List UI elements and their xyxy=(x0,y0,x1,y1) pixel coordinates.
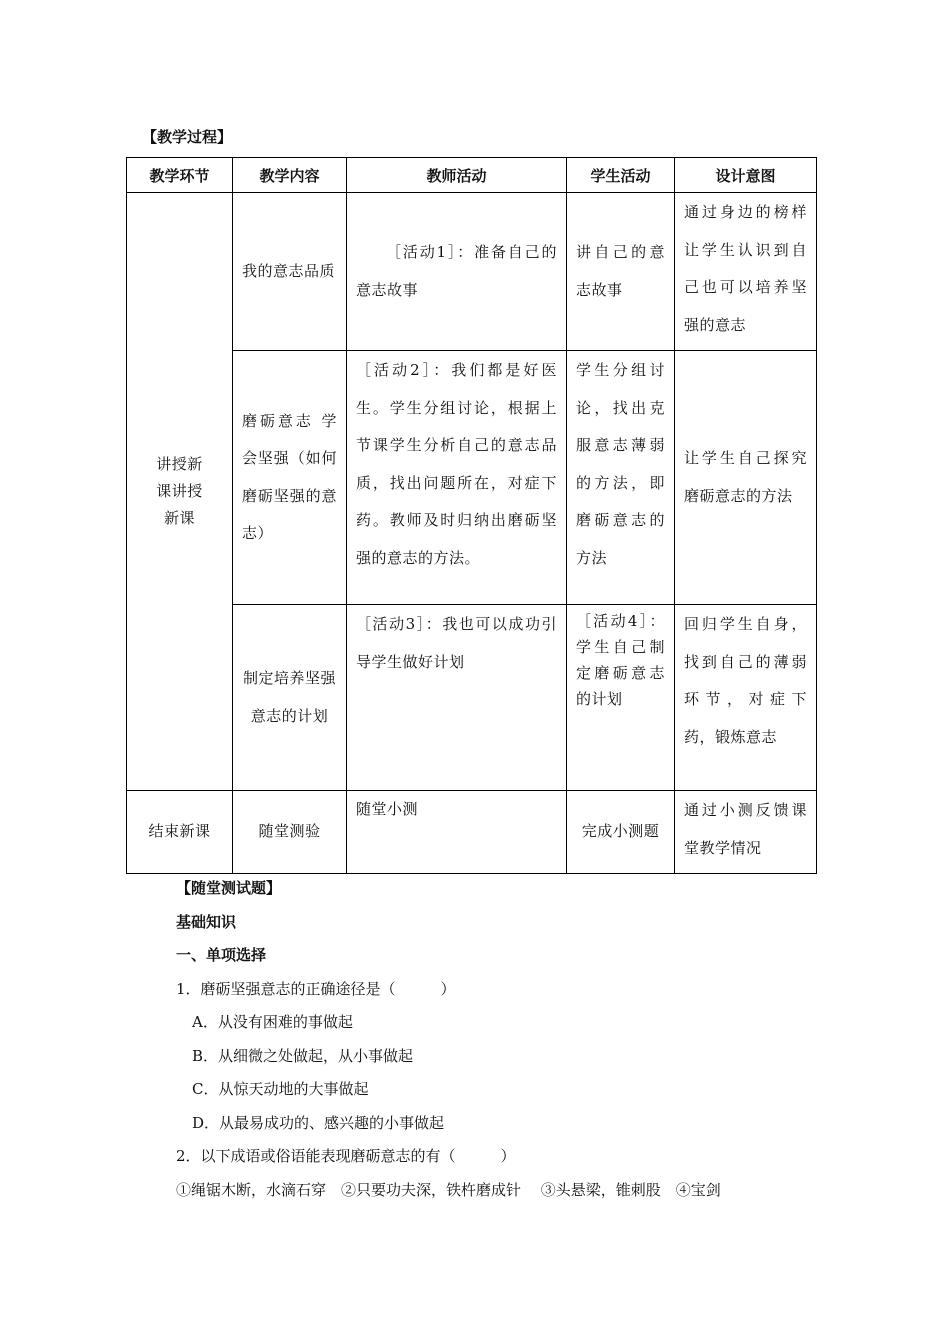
table-row xyxy=(127,193,817,351)
row3-intent xyxy=(675,605,817,791)
row1-content xyxy=(233,193,347,351)
row3-teacher xyxy=(347,605,567,791)
row3-content-text: 制定培养坚强意志的计划 xyxy=(242,669,336,725)
row2-content-text: 磨砺意志 学会坚强（如何磨砺坚强的意志） xyxy=(242,411,337,542)
row1-student-text: 讲自己的意志故事 xyxy=(576,243,665,299)
row1-intent-text: 通过身边的榜样让学生认识到自己也可以培养坚强的意志 xyxy=(684,203,807,334)
part-title: 一、单项选择 xyxy=(176,946,267,964)
row2-student xyxy=(567,351,675,605)
row1-intent xyxy=(675,193,817,351)
row3-student xyxy=(567,605,675,791)
row2-student-text: 学生分组讨论，找出克服意志薄弱的方法，即磨砺意志的方法 xyxy=(576,361,665,567)
section-end-lesson-text: 结束新课 xyxy=(148,822,211,841)
row1-teacher xyxy=(347,193,567,351)
row3-intent-text: 回归学生自身，找到自己的薄弱环节，对症下药，锻炼意志 xyxy=(684,615,807,746)
header-student-activity: 学生活动 xyxy=(567,158,675,193)
row2-intent-text: 让学生自己探究磨砺意志的方法 xyxy=(684,449,807,505)
question-1-stem: 1．磨砺坚强意志的正确途径是（ ） xyxy=(176,979,456,998)
end-content-text: 随堂测验 xyxy=(258,822,321,841)
end-student xyxy=(567,791,675,874)
section-new-lesson-text: 讲授新课讲授新课 xyxy=(156,455,203,527)
section-end-lesson xyxy=(127,791,233,874)
table-header-row xyxy=(127,158,817,193)
teaching-process-table xyxy=(126,157,817,874)
header-teacher-activity: 教师活动 xyxy=(347,158,567,193)
q1-option-c: C．从惊天动地的大事做起 xyxy=(192,1080,369,1098)
q1-option-b: B．从细微之处做起，从小事做起 xyxy=(192,1046,414,1065)
row1-student xyxy=(567,193,675,351)
process-heading: 【教学过程】 xyxy=(142,128,233,146)
row1-content-text: 我的意志品质 xyxy=(242,261,336,280)
header-design-intent: 设计意图 xyxy=(675,158,817,193)
end-intent xyxy=(675,791,817,874)
end-content xyxy=(233,791,347,874)
row3-student-text: ［活动4］：学生自己制定磨砺意志的计划 xyxy=(576,612,665,708)
q1-option-a: A．从没有困难的事做起 xyxy=(192,1013,353,1031)
row2-teacher-text: ［活动2］：我们都是好医生。学生分组讨论，根据上节课学生分析自己的意志品质，找出问题所在，对症下药。教师及时归纳出磨砺坚强的意志的方法。 xyxy=(356,361,557,567)
quiz-subheading: 基础知识 xyxy=(176,912,237,931)
q1-option-d: D．从最易成功的、感兴趣的小事做起 xyxy=(192,1113,445,1132)
quiz-heading: 【随堂测试题】 xyxy=(176,879,282,897)
question-2-stem: 2．以下成语或俗语能表现磨砺意志的有（ ） xyxy=(176,1147,516,1165)
end-student-text: 完成小测题 xyxy=(581,822,660,841)
row3-content xyxy=(233,605,347,791)
end-teacher xyxy=(347,791,567,874)
quiz-section xyxy=(176,872,816,1207)
table-row xyxy=(127,791,817,874)
header-stage: 教学环节 xyxy=(127,158,233,193)
end-intent-text: 通过小测反馈课堂教学情况 xyxy=(684,801,807,857)
end-teacher-text: 随堂小测 xyxy=(356,800,419,818)
q2-statements: ①绳锯木断，水滴石穿 ②只要功夫深，铁杵磨成针 ③头悬梁，锥刺股 ④宝剑 xyxy=(176,1180,721,1199)
header-content: 教学内容 xyxy=(233,158,347,193)
row2-content xyxy=(233,351,347,605)
row2-teacher xyxy=(347,351,567,605)
row1-teacher-text: ［活动1］：准备自己的意志故事 xyxy=(356,243,557,299)
row3-teacher-text: ［活动3］：我也可以成功引导学生做好计划 xyxy=(356,615,557,671)
section-new-lesson xyxy=(127,193,233,791)
row2-intent xyxy=(675,351,817,605)
